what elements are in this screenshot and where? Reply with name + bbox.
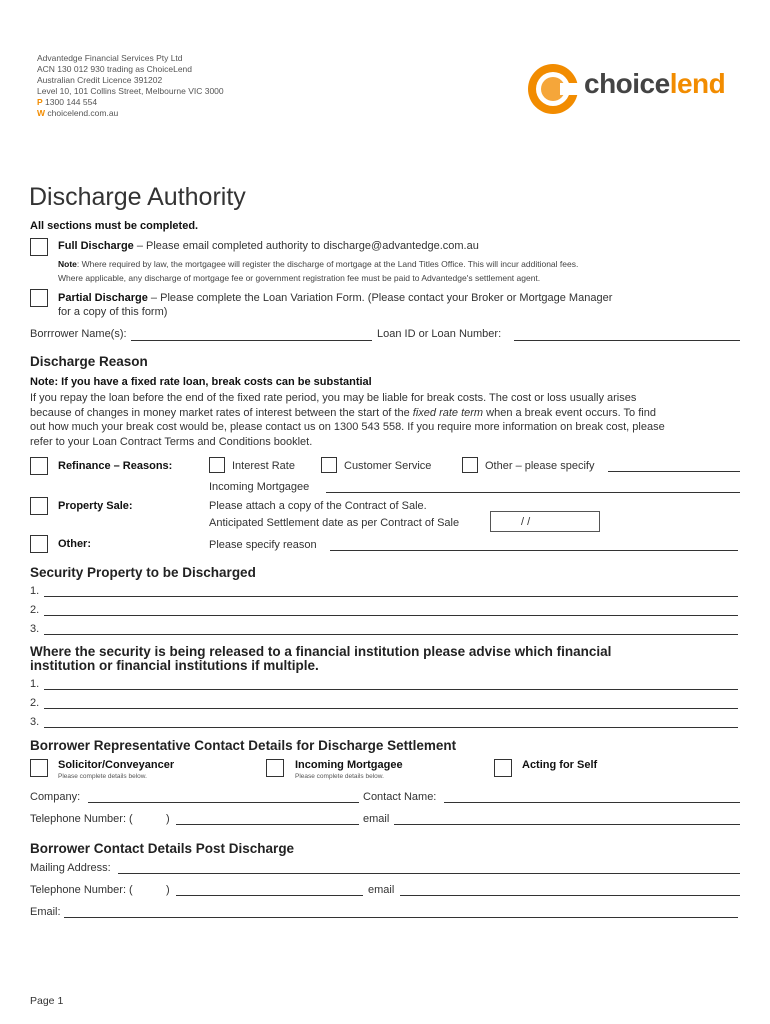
anticipated-settlement-label: Anticipated Settlement date as per Contract of Sale — [209, 517, 460, 529]
property-sale-checkbox[interactable] — [30, 497, 48, 515]
incoming-mortgagee-field[interactable] — [326, 492, 740, 493]
release-field-2[interactable] — [44, 708, 738, 709]
post-telephone-paren: ) — [166, 884, 170, 896]
borrower-names-field[interactable] — [131, 340, 372, 341]
interest-rate-label: Interest Rate — [232, 460, 295, 472]
full-discharge-note-2: Where applicable, any discharge of mortgage fee or government registration fee must be paid to Advantedge's settlement agent. — [58, 273, 541, 283]
security-field-1[interactable] — [44, 596, 738, 597]
company-web: W choicelend.com.au — [37, 108, 119, 118]
specify-reason-field[interactable] — [330, 550, 738, 551]
security-item-1: 1. — [30, 585, 40, 597]
other-label: Other: — [58, 538, 91, 550]
interest-rate-checkbox[interactable] — [209, 457, 225, 473]
post-email-field[interactable] — [64, 917, 738, 918]
representative-heading: Borrower Representative Contact Details for Discharge Settlement — [30, 738, 457, 753]
page-number: Page 1 — [30, 995, 64, 1007]
partial-discharge-text-2: for a copy of this form) — [58, 306, 168, 318]
discharge-reason-heading: Discharge Reason — [30, 354, 148, 369]
logo-mark-icon — [526, 62, 582, 116]
security-item-2: 2. — [30, 604, 40, 616]
specify-reason-label: Please specify reason — [209, 539, 317, 551]
release-heading-line-2: institution or financial institutions if multiple. — [30, 658, 319, 673]
partial-discharge-checkbox[interactable] — [30, 289, 48, 307]
other-reason-checkbox[interactable] — [462, 457, 478, 473]
post-email-inline-label: email — [368, 884, 395, 896]
incoming-mortgagee-label: Incoming Mortgagee — [209, 481, 310, 493]
customer-service-label: Customer Service — [344, 460, 432, 472]
borrower-names-label: Borrrower Name(s): — [30, 328, 127, 340]
security-item-3: 3. — [30, 623, 40, 635]
acting-for-self-checkbox[interactable] — [494, 759, 512, 777]
rep-telephone-label: Telephone Number: ( — [30, 813, 133, 825]
refinance-label: Refinance – Reasons: — [58, 460, 173, 472]
acting-for-self-label: Acting for Self — [522, 759, 598, 771]
rep-company-label: Company: — [30, 791, 81, 803]
attach-contract-text: Please attach a copy of the Contract of Sale. — [209, 500, 427, 512]
other-specify-field[interactable] — [608, 471, 740, 472]
property-sale-label: Property Sale: — [58, 500, 133, 512]
all-sections-note: All sections must be completed. — [30, 220, 199, 232]
rep-incoming-label: Incoming Mortgagee — [295, 759, 403, 771]
company-acn: ACN 130 012 930 trading as ChoiceLend — [37, 64, 192, 74]
fixed-rate-note: Note: If you have a fixed rate loan, break costs can be substantial — [30, 376, 372, 388]
other-checkbox[interactable] — [30, 535, 48, 553]
choicelend-logo — [526, 62, 746, 114]
security-heading: Security Property to be Discharged — [30, 565, 256, 580]
partial-discharge-text: Partial Discharge – Please complete the Loan Variation Form. (Please contact your Broker or Mortgage Manager — [58, 292, 613, 304]
rep-email-label: email — [363, 813, 390, 825]
full-discharge-checkbox[interactable] — [30, 238, 48, 256]
security-field-3[interactable] — [44, 634, 738, 635]
break-cost-line-2: because of changes in money market rates of interest between the start of the fixed rate term when a break event occurs. To find — [30, 406, 656, 419]
security-field-2[interactable] — [44, 615, 738, 616]
company-licence: Australian Credit Licence 391202 — [37, 75, 163, 85]
full-discharge-note-1: Note: Where required by law, the mortgagee will register the discharge of mortgage at the Land Titles Office. This will incur additional fees. — [58, 259, 579, 269]
rep-contact-name-label: Contact Name: — [363, 791, 437, 803]
post-telephone-label: Telephone Number: ( — [30, 884, 133, 896]
mailing-address-label: Mailing Address: — [30, 862, 111, 874]
post-telephone-field[interactable] — [176, 895, 363, 896]
release-item-2: 2. — [30, 697, 40, 709]
rep-contact-name-field[interactable] — [444, 802, 740, 803]
release-heading — [30, 645, 611, 673]
rep-incoming-sub: Please complete details below. — [295, 773, 384, 780]
company-address-block — [37, 53, 224, 119]
release-field-1[interactable] — [44, 689, 738, 690]
post-email-inline-field[interactable] — [400, 895, 740, 896]
release-item-1: 1. — [30, 678, 40, 690]
solicitor-sub: Please complete details below. — [58, 773, 147, 780]
post-email-label: Email: — [30, 906, 61, 918]
customer-service-checkbox[interactable] — [321, 457, 337, 473]
break-cost-line-4: refer to your Loan Contract Terms and Conditions booklet. — [30, 435, 313, 448]
mailing-address-field[interactable] — [118, 873, 740, 874]
refinance-checkbox[interactable] — [30, 457, 48, 475]
full-discharge-text: Full Discharge – Please email completed authority to discharge@advantedge.com.au — [58, 240, 479, 252]
solicitor-checkbox[interactable] — [30, 759, 48, 777]
rep-company-field[interactable] — [88, 802, 359, 803]
release-heading-line-1: Where the security is being released to a financial institution please advise which financial — [30, 644, 612, 659]
logo-wordmark: choicelend — [584, 68, 726, 99]
settlement-date-input[interactable] — [490, 511, 600, 532]
company-name: Advantedge Financial Services Pty Ltd — [37, 53, 183, 63]
rep-email-field[interactable] — [394, 824, 740, 825]
release-field-3[interactable] — [44, 727, 738, 728]
break-cost-line-3: out how much your break cost would be, please contact us on 1300 543 558. If you require more information on break cost, please — [30, 421, 665, 433]
break-cost-paragraph — [30, 391, 746, 449]
incoming-mortgagee-checkbox[interactable] — [266, 759, 284, 777]
break-cost-line-1: If you repay the loan before the end of the fixed rate period, you may be liable for break costs. The cost or loss usually arises — [30, 392, 637, 404]
rep-telephone-field[interactable] — [176, 824, 359, 825]
other-specify-label: Other – please specify — [485, 460, 595, 472]
rep-telephone-paren: ) — [166, 813, 170, 825]
loan-id-field[interactable] — [514, 340, 740, 341]
company-phone: P 1300 144 554 — [37, 97, 98, 107]
loan-id-label: Loan ID or Loan Number: — [377, 328, 502, 340]
solicitor-label: Solicitor/Conveyancer — [58, 759, 175, 771]
post-discharge-heading: Borrower Contact Details Post Discharge — [30, 841, 295, 856]
settlement-date-separators: / / — [521, 516, 531, 528]
page-title: Discharge Authority — [29, 183, 246, 211]
release-item-3: 3. — [30, 716, 40, 728]
company-address: Level 10, 101 Collins Street, Melbourne VIC 3000 — [37, 86, 224, 96]
